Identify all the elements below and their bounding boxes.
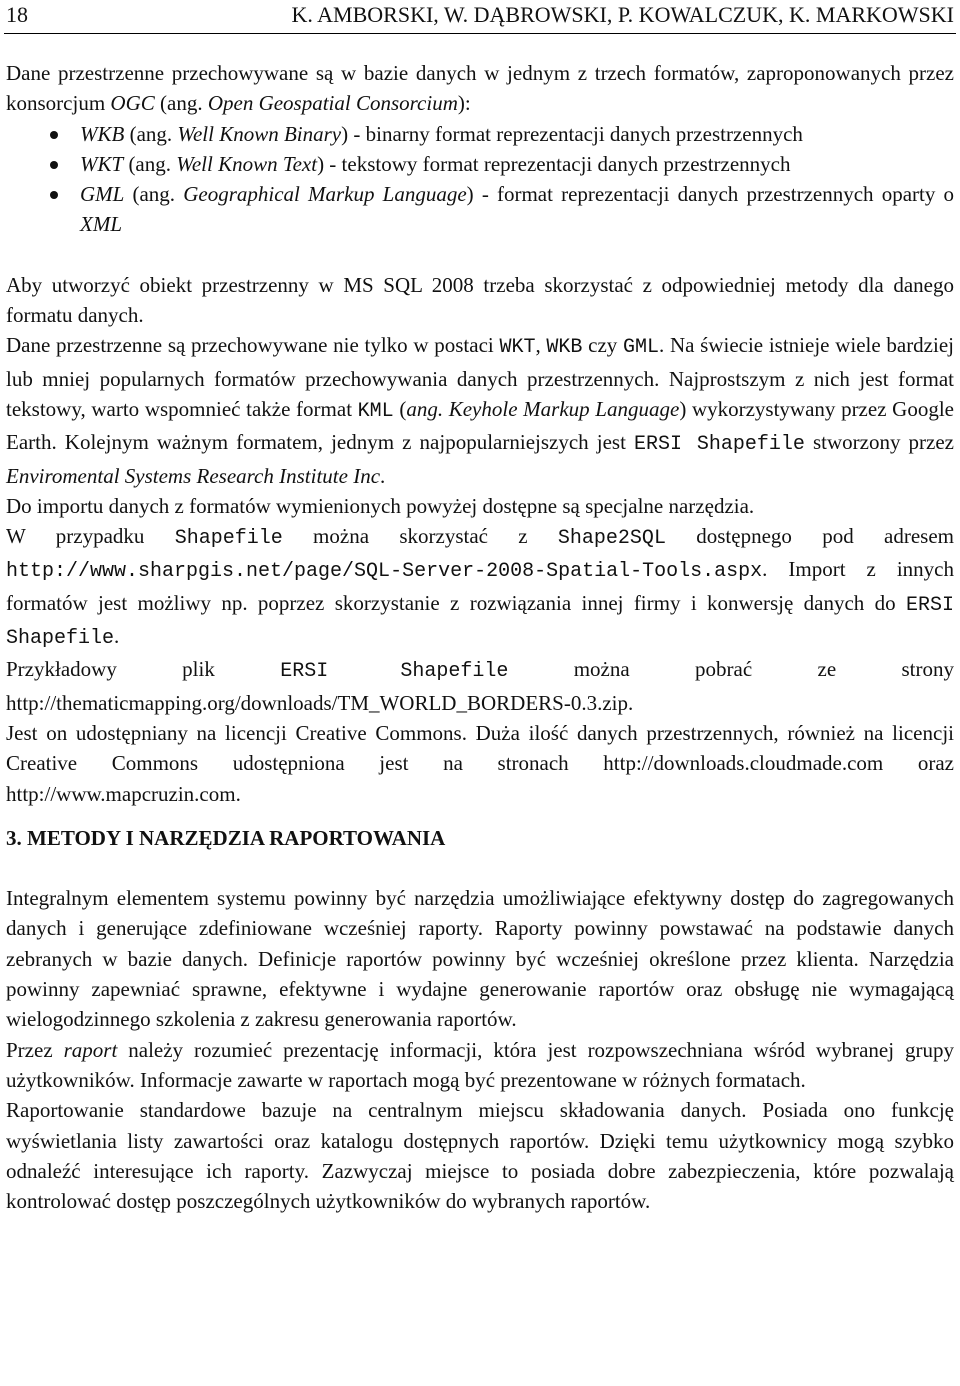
list-item-gml: GML (ang. Geographical Markup Language) - format reprezentacji danych przestrzennych oparty o XML: [6, 179, 954, 240]
paragraph-import-tools: Do importu danych z formatów wymienionych powyżej dostępne są specjalne narzędzia.: [6, 493, 755, 518]
paragraph-sample-file: Przykładowy plik ERSI Shapefile można pobrać ze strony http://thematicmapping.org/downloads/TM_WORLD_BORDERS-0.3.zip.: [6, 657, 955, 715]
format-list: [6, 119, 954, 240]
bullet-icon: [50, 161, 58, 169]
paragraph-standard-reporting: Raportowanie standardowe bazuje na centralnym miejscu składowania danych. Posiada ono funkcję wyświetlania listy zawartości oraz katalogu dostępnych raportów. Dzięki temu użytkownicy mogą szybko odnaleźć interesujące ich raporty. Zazwyczaj miejsce to posiada dobre zabezpieczenia, które pozwalają kontrolować dostęp poszczególnych użytkowników do wybranych raportów.: [6, 1098, 954, 1214]
ogc-term: OGC: [110, 91, 155, 116]
paragraph-ms-sql: Aby utworzyć obiekt przestrzenny w MS SQL 2008 trzeba skorzystać z odpowiedniej metody dla danego formatu danych.: [6, 272, 954, 328]
spacer: [6, 240, 954, 270]
running-header: [6, 2, 954, 30]
document-body: [6, 58, 954, 1216]
page-number: 18: [6, 2, 28, 27]
paragraph-reporting-tools: Integralnym elementem systemu powinny być narzędzia umożliwiające efektywny dostęp do zagregowanych danych i generujące zdefiniowane wcześniej raporty. Raporty powinny powstawać na podstawie danych zebranych w bazie danych. Definicje raportów powinny być wcześniej określone przez klienta. Narzędzia powinny zapewniać sprawne, efektywne i wydajne generowanie raportów oraz obsługę nie wymagającą wielogodzinnego szkolenia z zakresu generowania raportów.: [6, 886, 954, 1032]
paragraph-report-definition: Przez raport należy rozumieć prezentację informacji, która jest rozpowszechniana wśród wybranej grupy użytkowników. Informacje zawarte w raportach mogą być prezentowane w różnych formatach.: [6, 1037, 954, 1092]
bullet-icon: [50, 191, 58, 199]
paragraph-shape2sql: W przypadku Shapefile można skorzystać z Shape2SQL dostępnego pod adresem http://www.sharpgis.net/page/SQL-Server-2008-Spatial-Tools.aspx. Import z innych formatów jest możliwy np. poprzez skorzystanie z rozwiązania innej firmy i konwersję danych do ERSI Shapefile.: [6, 524, 954, 651]
paragraph-license: Jest on udostępniany na licencji Creative Commons. Duża ilość danych przestrzennych, również na licencji Creative Commons udostępniona jest na stronach http://downloads.cloudmade.com oraz http://www.mapcruzin.com.: [6, 720, 954, 806]
ogc-full-name: Open Geospatial Consorcium: [207, 91, 458, 116]
paragraph-formats-intro: Dane przestrzenne przechowywane są w bazie danych w jednym z trzech formatów, zaproponowanych przez konsorcjum OGC (ang. Open Geospatial Consorcium):: [6, 61, 954, 116]
bullet-icon: [50, 131, 58, 139]
list-item-wkb: WKB (ang. Well Known Binary) - binarny format reprezentacji danych przestrzennych: [6, 119, 954, 149]
section-heading: 3. METODY I NARZĘDZIA RAPORTOWANIA: [6, 825, 446, 850]
sharpgis-link[interactable]: http://www.sharpgis.net/page/SQL-Server-2008-Spatial-Tools.aspx: [6, 560, 763, 584]
header-authors: K. AMBORSKI, W. DĄBROWSKI, P. KOWALCZUK, K. MARKOWSKI: [291, 2, 954, 27]
header-rule: [4, 33, 956, 34]
raport-term: raport: [63, 1037, 118, 1062]
paragraph-other-formats: Dane przestrzenne są przechowywane nie tylko w postaci WKT, WKB czy GML. Na świecie istnieje wiele bardziej lub mniej popularnych formatów przechowywania danych przestrzennych. Najprostszym z nich jest format tekstowy, warto wspomnieć także format KML (ang. Keyhole Markup Language) wykorzystywany przez Google Earth. Kolejnym ważnym formatem, jednym z najpopularniejszych jest ERSI Shapefile stworzony przez Enviromental Systems Research Institute Inc.: [6, 333, 955, 488]
list-item-wkt: WKT (ang. Well Known Text) - tekstowy format reprezentacji danych przestrzennych: [6, 149, 954, 179]
